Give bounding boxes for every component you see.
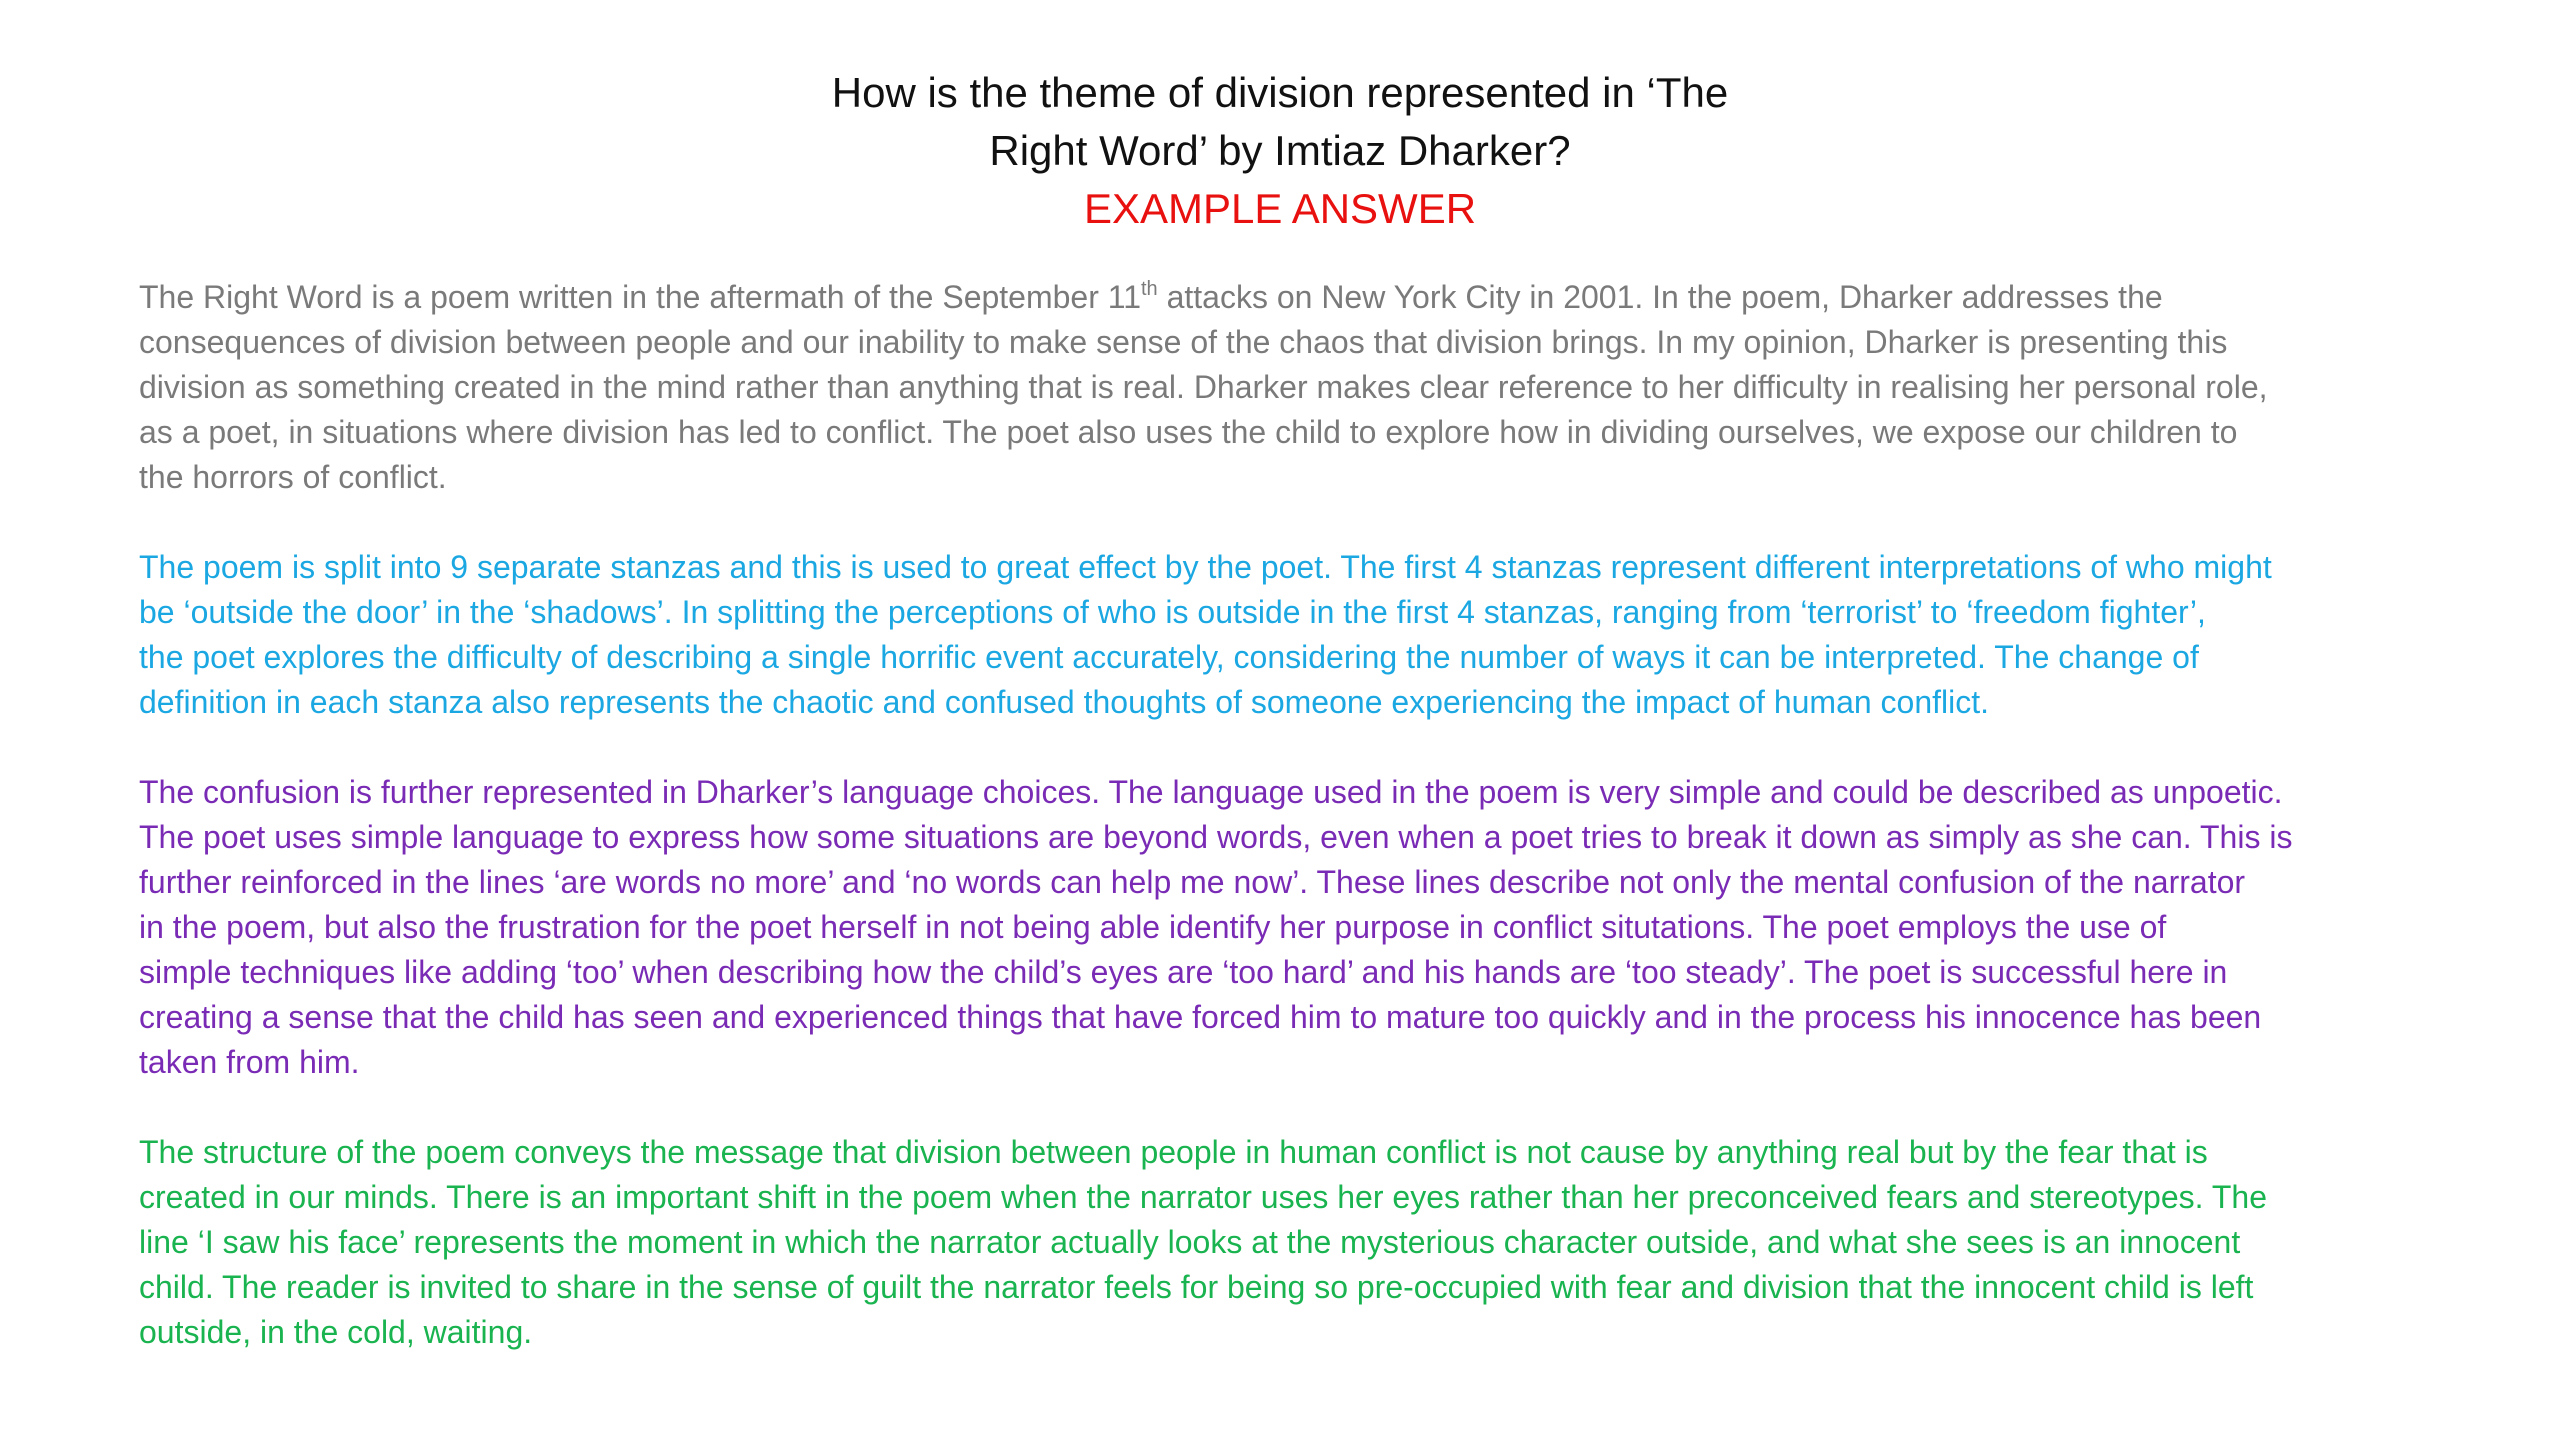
title-line-2: Right Word’ by Imtiaz Dharker? [989,127,1571,174]
paragraph-line: in the poem, but also the frustration for the poet herself in not being able identify her purpose in conflict situtations. The poet employs the use of [139,909,2167,945]
paragraph-line: the horrors of conflict. [139,459,447,495]
line-text: attacks on New York City in 2001. In the poem, Dharker addresses the [1157,279,2163,315]
language-paragraph [139,770,2459,1085]
paragraph-line: consequences of division between people and our inability to make sense of the chaos that division brings. In my opinion, Dharker is presenting this [139,324,2228,360]
paragraph-line: taken from him. [139,1044,360,1080]
paragraph-line: child. The reader is invited to share in the sense of guilt the narrator feels for being so pre-occupied with fear and division that the innocent child is left [139,1269,2254,1305]
title-block [0,64,2560,238]
intro-paragraph [139,275,2459,500]
paragraph-line: The confusion is further represented in Dharker’s language choices. The language used in the poem is very simple and could be described as unpoetic. [139,774,2283,810]
structure-paragraph [139,1130,2459,1355]
paragraph-line: be ‘outside the door’ in the ‘shadows’. In splitting the perceptions of who is outside in the first 4 stanzas, ranging from ‘terrorist’ to ‘freedom fighter’, [139,594,2206,630]
paragraph-line: division as something created in the mind rather than anything that is real. Dharker makes clear reference to her difficulty in realising her personal role, [139,369,2268,405]
paragraph-line: The poet uses simple language to express how some situations are beyond words, even when a poet tries to break it down as simply as she can. This is [139,819,2293,855]
paragraph-line: as a poet, in situations where division has led to conflict. The poet also uses the child to explore how in dividing ourselves, we expose our children to [139,414,2238,450]
paragraph-line: the poet explores the difficulty of describing a single horrific event accurately, considering the number of ways it can be interpreted. The change of [139,639,2199,675]
paragraph-line: line ‘I saw his face’ represents the moment in which the narrator actually looks at the mysterious character outside, and what she sees is an innocent [139,1224,2241,1260]
paragraph-line: outside, in the cold, waiting. [139,1314,533,1350]
paragraph-line: simple techniques like adding ‘too’ when describing how the child’s eyes are ‘too hard’ and his hands are ‘too steady’. The poet is successful here in [139,954,2228,990]
ordinal-suffix: th [1140,278,1158,300]
example-answer-heading: EXAMPLE ANSWER [1083,185,1477,232]
title-line-1: How is the theme of division represented in ‘The [831,69,1729,116]
paragraph-line: further reinforced in the lines ‘are words no more’ and ‘no words can help me now’. These lines describe not only the mental confusion of the narrator [139,864,2246,900]
paragraph-line: The structure of the poem conveys the message that division between people in human conflict is not cause by anything real but by the fear that is [139,1134,2208,1170]
stanza-paragraph [139,545,2459,725]
paragraph-line [139,275,2459,320]
line-text: The Right Word is a poem written in the aftermath of the September 11 [139,279,1141,315]
paragraph-line: created in our minds. There is an important shift in the poem when the narrator uses her eyes rather than her preconceived fears and stereotypes. The [139,1179,2267,1215]
paragraph-line: creating a sense that the child has seen and experienced things that have forced him to mature too quickly and in the process his innocence has been [139,999,2262,1035]
paragraph-line: definition in each stanza also represents the chaotic and confused thoughts of someone experiencing the impact of human conflict. [139,684,1990,720]
paragraph-line: The poem is split into 9 separate stanzas and this is used to great effect by the poet. The first 4 stanzas represent different interpretations of who might [139,549,2272,585]
